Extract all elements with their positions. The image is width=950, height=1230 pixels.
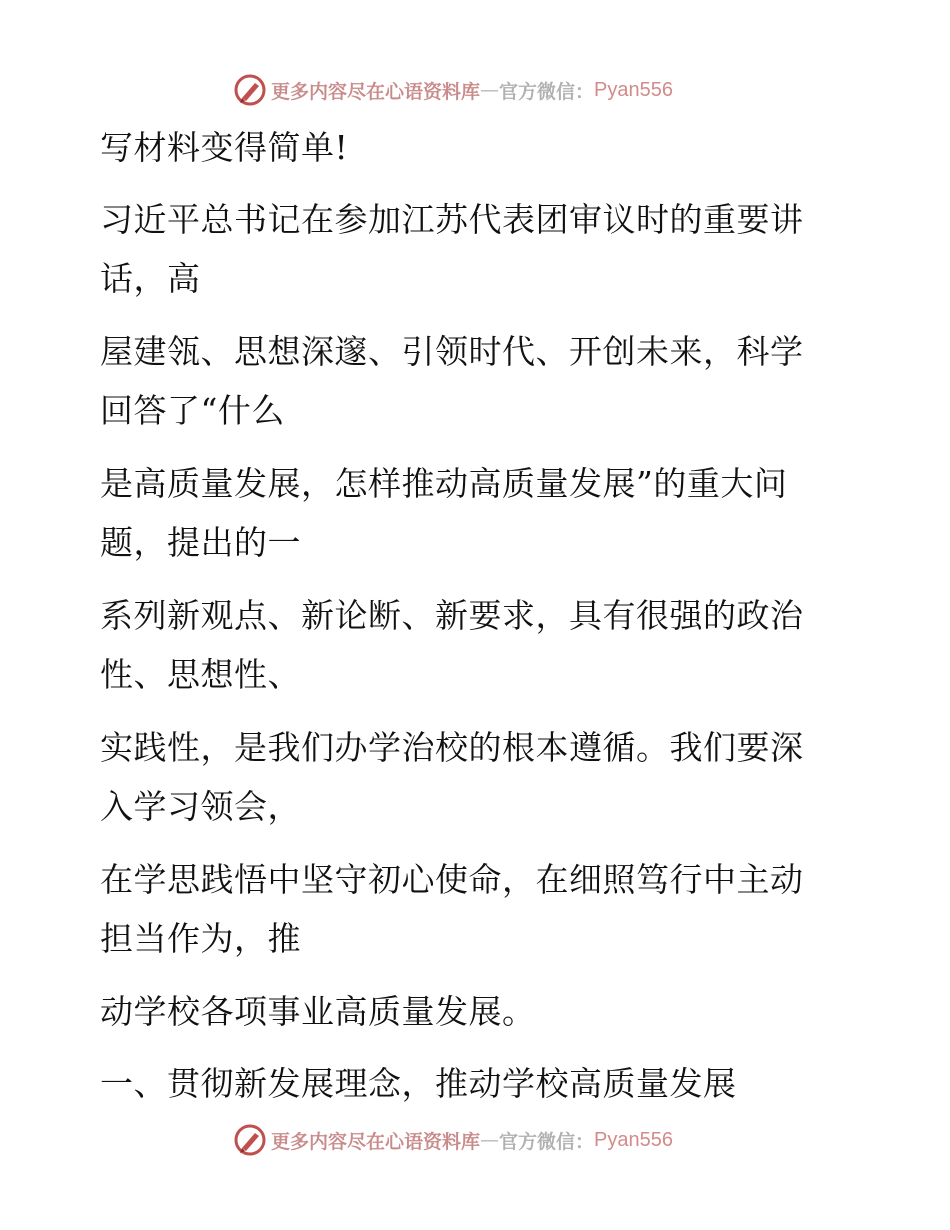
watermark-dash: — — [480, 79, 500, 101]
pen-logo-icon — [233, 73, 267, 107]
text-line: 话，高 — [100, 259, 201, 298]
text-line: 是高质量发展，怎样推动高质量发展”的重大问 — [100, 464, 788, 503]
text-line: 系列新观点、新论断、新要求，具有很强的政治 — [100, 596, 804, 635]
pen-logo-icon — [233, 1123, 267, 1157]
footer-watermark — [233, 1122, 673, 1158]
watermark-wechat-id: Pyan556 — [594, 78, 673, 101]
text-line: 习近平总书记在参加江苏代表团审议时的重要讲 — [100, 200, 804, 239]
text-line: 题，提出的一 — [100, 523, 301, 562]
text-line: 屋建瓴、思想深邃、引领时代、开创未来，科学 — [100, 332, 804, 371]
text-line: 在学思践悟中坚守初心使命，在细照笃行中主动 — [100, 860, 804, 899]
watermark-dash: — — [480, 1129, 500, 1151]
text-line: 入学习领会， — [100, 787, 301, 826]
watermark-brand-text: 更多内容尽在心语资料库 — [271, 1130, 481, 1153]
text-line: 担当作为，推 — [100, 919, 301, 958]
text-line: 动学校各项事业高质量发展。 — [100, 992, 536, 1031]
text-line: 性、思想性、 — [100, 655, 301, 694]
text-line: 回答了“什么 — [100, 391, 285, 430]
header-watermark — [233, 72, 673, 108]
watermark-wechat-label: 官方微信： — [499, 80, 595, 103]
text-line: 写材料变得简单! — [100, 128, 349, 167]
watermark-wechat-label: 官方微信： — [499, 1130, 595, 1153]
text-line: 实践性，是我们办学治校的根本遵循。我们要深 — [100, 728, 804, 767]
section-heading: 一、贯彻新发展理念，推动学校高质量发展 — [100, 1064, 737, 1103]
watermark-brand-text: 更多内容尽在心语资料库 — [271, 80, 481, 103]
watermark-wechat-id: Pyan556 — [594, 1128, 673, 1151]
